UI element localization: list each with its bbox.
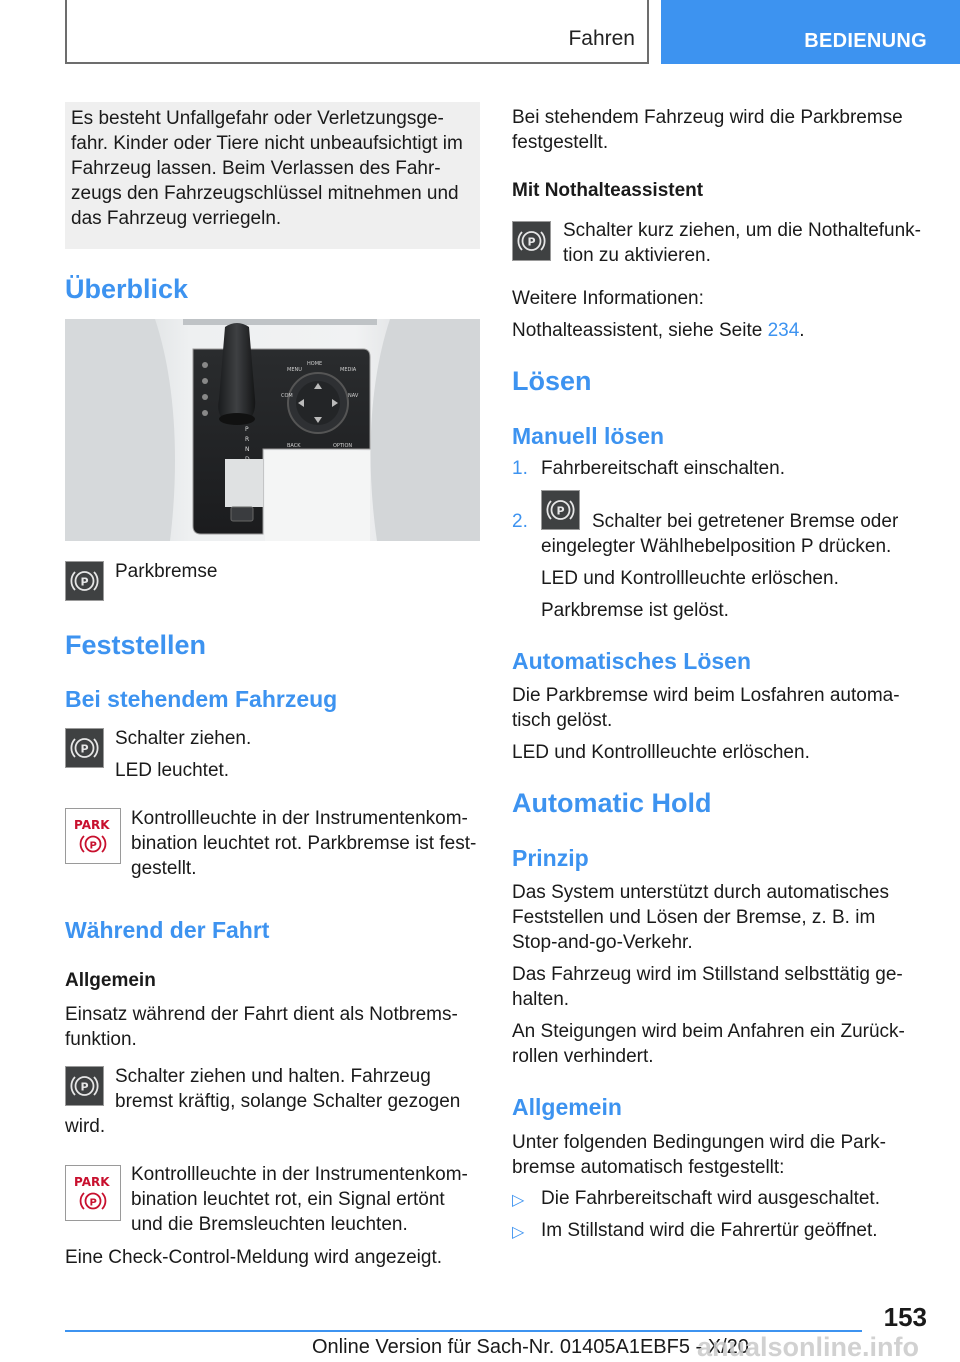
- step-number-2: 2.: [512, 511, 528, 532]
- text-schalter-ziehen: Schalter ziehen.: [115, 728, 252, 749]
- text-weitere-informationen: Weitere Informationen:: [512, 288, 704, 309]
- step-2-text-a: Schalter bei getretener Bremse oder: [592, 511, 899, 532]
- heading-prinzip: Prinzip: [512, 845, 589, 871]
- text-schalter-halten-3: wird.: [65, 1116, 106, 1137]
- heading-ueberblick: Überblick: [65, 274, 189, 304]
- label-nav: NAV: [348, 393, 359, 399]
- text-notbremsfunktion: Einsatz während der Fahrt dient als Notbrems- funktion.: [65, 1004, 458, 1050]
- page-number: 153: [883, 1302, 927, 1332]
- svg-text:P: P: [556, 504, 565, 518]
- svg-text:P: P: [89, 1197, 97, 1209]
- section-title: Fahren: [568, 27, 635, 50]
- text-prinzip-1: Das System unterstützt durch automatisches Feststellen und Lösen der Bremse, z. B. im Stop-and-go-Verkehr.: [512, 882, 889, 953]
- heading-waehrend-der-fahrt: Während der Fahrt: [65, 917, 270, 943]
- watermark: anualsonline.info: [697, 1332, 920, 1362]
- page-link-234[interactable]: 234: [767, 320, 800, 341]
- svg-text:P: P: [80, 742, 89, 756]
- parking-brake-icon: [512, 221, 551, 261]
- text-prinzip-3: An Steigungen wird beim Anfahren ein Zurück- rollen verhindert.: [512, 1021, 905, 1067]
- label-back: BACK: [287, 443, 301, 449]
- warning-line: Fahrzeug lassen. Beim Verlassen des Fahr-: [71, 158, 441, 179]
- bullet-triangle-icon: ▷: [512, 1224, 525, 1241]
- svg-text:P: P: [80, 1080, 89, 1094]
- heading-manuell-loesen: Manuell lösen: [512, 423, 665, 449]
- park-icon-text: PARK: [74, 1175, 110, 1189]
- result-parkbremse-geloest: Parkbremse ist gelöst.: [541, 600, 729, 621]
- svg-text:P: P: [80, 575, 89, 589]
- bullet-triangle-icon: ▷: [512, 1192, 525, 1209]
- heading-allgemein-left: Allgemein: [65, 970, 156, 991]
- step-1-text: Fahrbereitschaft einschalten.: [541, 458, 785, 479]
- step-number-1: 1.: [512, 458, 528, 479]
- svg-text:P: P: [89, 840, 97, 852]
- text-auto-led: LED und Kontrollleuchte erlöschen.: [512, 742, 810, 763]
- text-allgemein-right: Unter folgenden Bedingungen wird die Park- bremse automatisch festgestellt:: [512, 1132, 886, 1178]
- label-menu: MENU: [287, 367, 302, 373]
- text-nothalt: Schalter kurz ziehen, um die Nothaltefunk- tion zu aktivieren.: [563, 220, 922, 266]
- console-photo: [65, 319, 480, 541]
- text-led-leuchtet: LED leuchtet.: [115, 760, 230, 781]
- svg-text:N: N: [245, 446, 250, 453]
- heading-nothalteassistent: Mit Nothalteassistent: [512, 180, 704, 201]
- warning-line: das Fahrzeug verriegeln.: [71, 208, 282, 229]
- caption-parkbremse: Parkbremse: [115, 561, 218, 582]
- warning-line: fahr. Kinder oder Tiere nicht unbeaufsichtigt im: [71, 133, 463, 154]
- text-stehend-festgestellt: Bei stehendem Fahrzeug wird die Parkbremse festgestellt.: [512, 107, 903, 153]
- heading-allgemein-right: Allgemein: [512, 1094, 622, 1120]
- heading-feststellen: Feststellen: [65, 630, 207, 660]
- parking-brake-icon: [65, 1066, 104, 1106]
- label-com: COM: [281, 393, 293, 399]
- svg-text:R: R: [245, 436, 250, 443]
- text-kontrollleuchte-2: Kontrollleuchte in der Instrumentenkom- bination leuchtet rot, ein Signal ertönt und die Bremsleuchten leuchten.: [131, 1164, 468, 1235]
- label-media: MEDIA: [340, 367, 357, 373]
- label-home: HOME: [307, 361, 323, 367]
- text-auto-loesen: Die Parkbremse wird beim Losfahren automa- tisch gelöst.: [512, 685, 900, 731]
- text-kontrollleuchte-1: Kontrollleuchte in der Instrumentenkom- bination leuchtet rot. Parkbremse ist fest- gestellt.: [131, 808, 477, 879]
- heading-automatisches-loesen: Automatisches Lösen: [512, 648, 751, 674]
- warning-line: zeugs den Fahrzeugschlüssel mitnehmen und: [71, 183, 459, 204]
- heading-bei-stehendem-fahrzeug: Bei stehendem Fahrzeug: [65, 686, 338, 712]
- heading-automatic-hold: Automatic Hold: [512, 788, 712, 818]
- parking-brake-icon: [65, 728, 104, 768]
- text-schalter-halten-2: bremst kräftig, solange Schalter gezogen: [115, 1091, 461, 1112]
- result-led-erloeschen: LED und Kontrollleuchte erlöschen.: [541, 568, 839, 589]
- svg-text:P: P: [527, 235, 536, 249]
- header-section-box: [65, 0, 649, 64]
- bullet-item-2: Im Stillstand wird die Fahrertür geöffnet.: [541, 1220, 878, 1241]
- chapter-title: BEDIENUNG: [804, 30, 927, 52]
- parking-brake-icon: [65, 561, 104, 601]
- warning-box: [65, 102, 480, 249]
- park-icon-text: PARK: [74, 818, 110, 832]
- warning-line: Es besteht Unfallgefahr oder Verletzungsge-: [71, 108, 444, 129]
- parking-brake-icon: [541, 490, 580, 530]
- park-warning-icon: [65, 808, 121, 864]
- text-schalter-halten-1: Schalter ziehen und halten. Fahrzeug: [115, 1066, 431, 1087]
- park-warning-icon: [65, 1165, 121, 1221]
- footer-online-version: Online Version für Sach-Nr. 01405A1EBF5 - X/20: [312, 1336, 749, 1358]
- svg-text:D: D: [245, 456, 250, 463]
- header-chapter-tab[interactable]: [661, 0, 960, 64]
- label-option: OPTION: [333, 443, 353, 449]
- text-nothalt-reference: Nothalteassistent, siehe Seite 234.: [512, 320, 805, 341]
- step-2-text-b: eingelegter Wählhebelposition P drücken.: [541, 536, 892, 557]
- bullet-item-1: Die Fahrbereitschaft wird ausgeschaltet.: [541, 1188, 880, 1209]
- heading-loesen: Lösen: [512, 366, 592, 396]
- text-prinzip-2: Das Fahrzeug wird im Stillstand selbsttätig ge- halten.: [512, 964, 903, 1010]
- text-check-control: Eine Check-Control-Meldung wird angezeigt.: [65, 1247, 443, 1268]
- svg-text:P: P: [245, 426, 249, 433]
